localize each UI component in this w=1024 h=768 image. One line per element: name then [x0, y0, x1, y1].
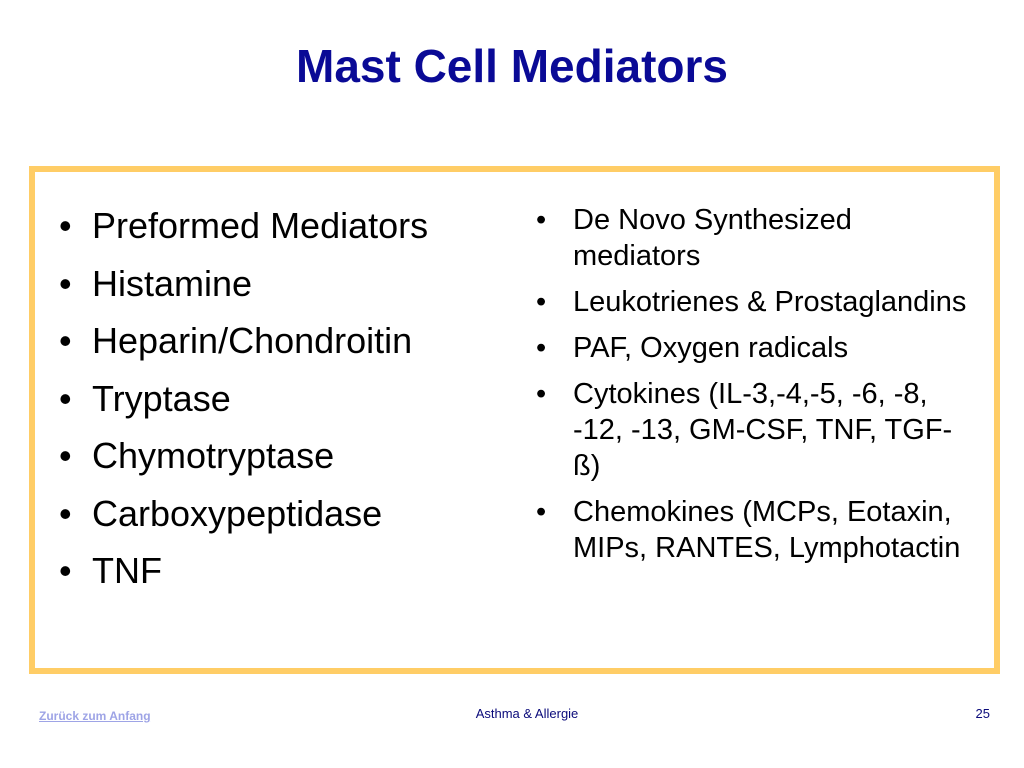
list-item-text: De Novo Synthesized mediators — [573, 204, 852, 272]
list-item — [536, 330, 976, 366]
bullet: • — [59, 377, 72, 419]
bullet: • — [59, 205, 72, 246]
list-item — [59, 549, 489, 593]
list-item — [59, 262, 489, 306]
list-item-text: Carboxypeptidase — [92, 492, 383, 534]
footer-title: Asthma & Allergie — [475, 706, 579, 721]
list-item-text: Leukotrienes & Prostaglandins — [573, 286, 967, 318]
list-item-text: Cytokines (IL-3,-4,-5, -6, -8, -12, -13, GM-CSF, TNF, TGF-ß) — [573, 378, 953, 482]
list-item-text: Preformed Mediators — [92, 205, 429, 246]
list-item — [59, 492, 489, 536]
slide-title: Mast Cell Mediators — [296, 40, 728, 92]
de-novo-mediators-list — [536, 202, 976, 576]
back-to-start-link[interactable]: Zurück zum Anfang — [39, 709, 151, 723]
list-item — [536, 376, 976, 484]
bullet: • — [536, 286, 547, 318]
bullet: • — [59, 262, 72, 304]
list-item — [536, 284, 976, 320]
preformed-mediators-list — [59, 204, 489, 607]
list-item-text: Chymotryptase — [92, 435, 335, 476]
bullet: • — [536, 378, 547, 410]
list-item-text: Heparin/Chondroitin — [92, 320, 413, 361]
list-item-text: Chemokines (MCPs, Eotaxin, MIPs, RANTES, Lymphotactin — [573, 496, 961, 564]
bullet: • — [59, 435, 72, 476]
page-number: 25 — [975, 706, 990, 721]
list-item — [536, 202, 976, 274]
bullet: • — [59, 320, 72, 361]
list-item — [59, 204, 489, 248]
list-item-text: Histamine — [92, 262, 253, 304]
list-item — [59, 319, 489, 363]
list-item — [59, 434, 489, 478]
list-item — [536, 494, 976, 566]
bullet: • — [59, 492, 72, 534]
bullet: • — [536, 496, 547, 528]
bullet: • — [59, 550, 72, 591]
list-item — [59, 377, 489, 421]
bullet: • — [536, 204, 547, 236]
list-item-text: Tryptase — [92, 377, 231, 419]
list-item-text: PAF, Oxygen radicals — [573, 332, 849, 364]
list-item-text: TNF — [92, 550, 162, 591]
bullet: • — [536, 332, 547, 364]
